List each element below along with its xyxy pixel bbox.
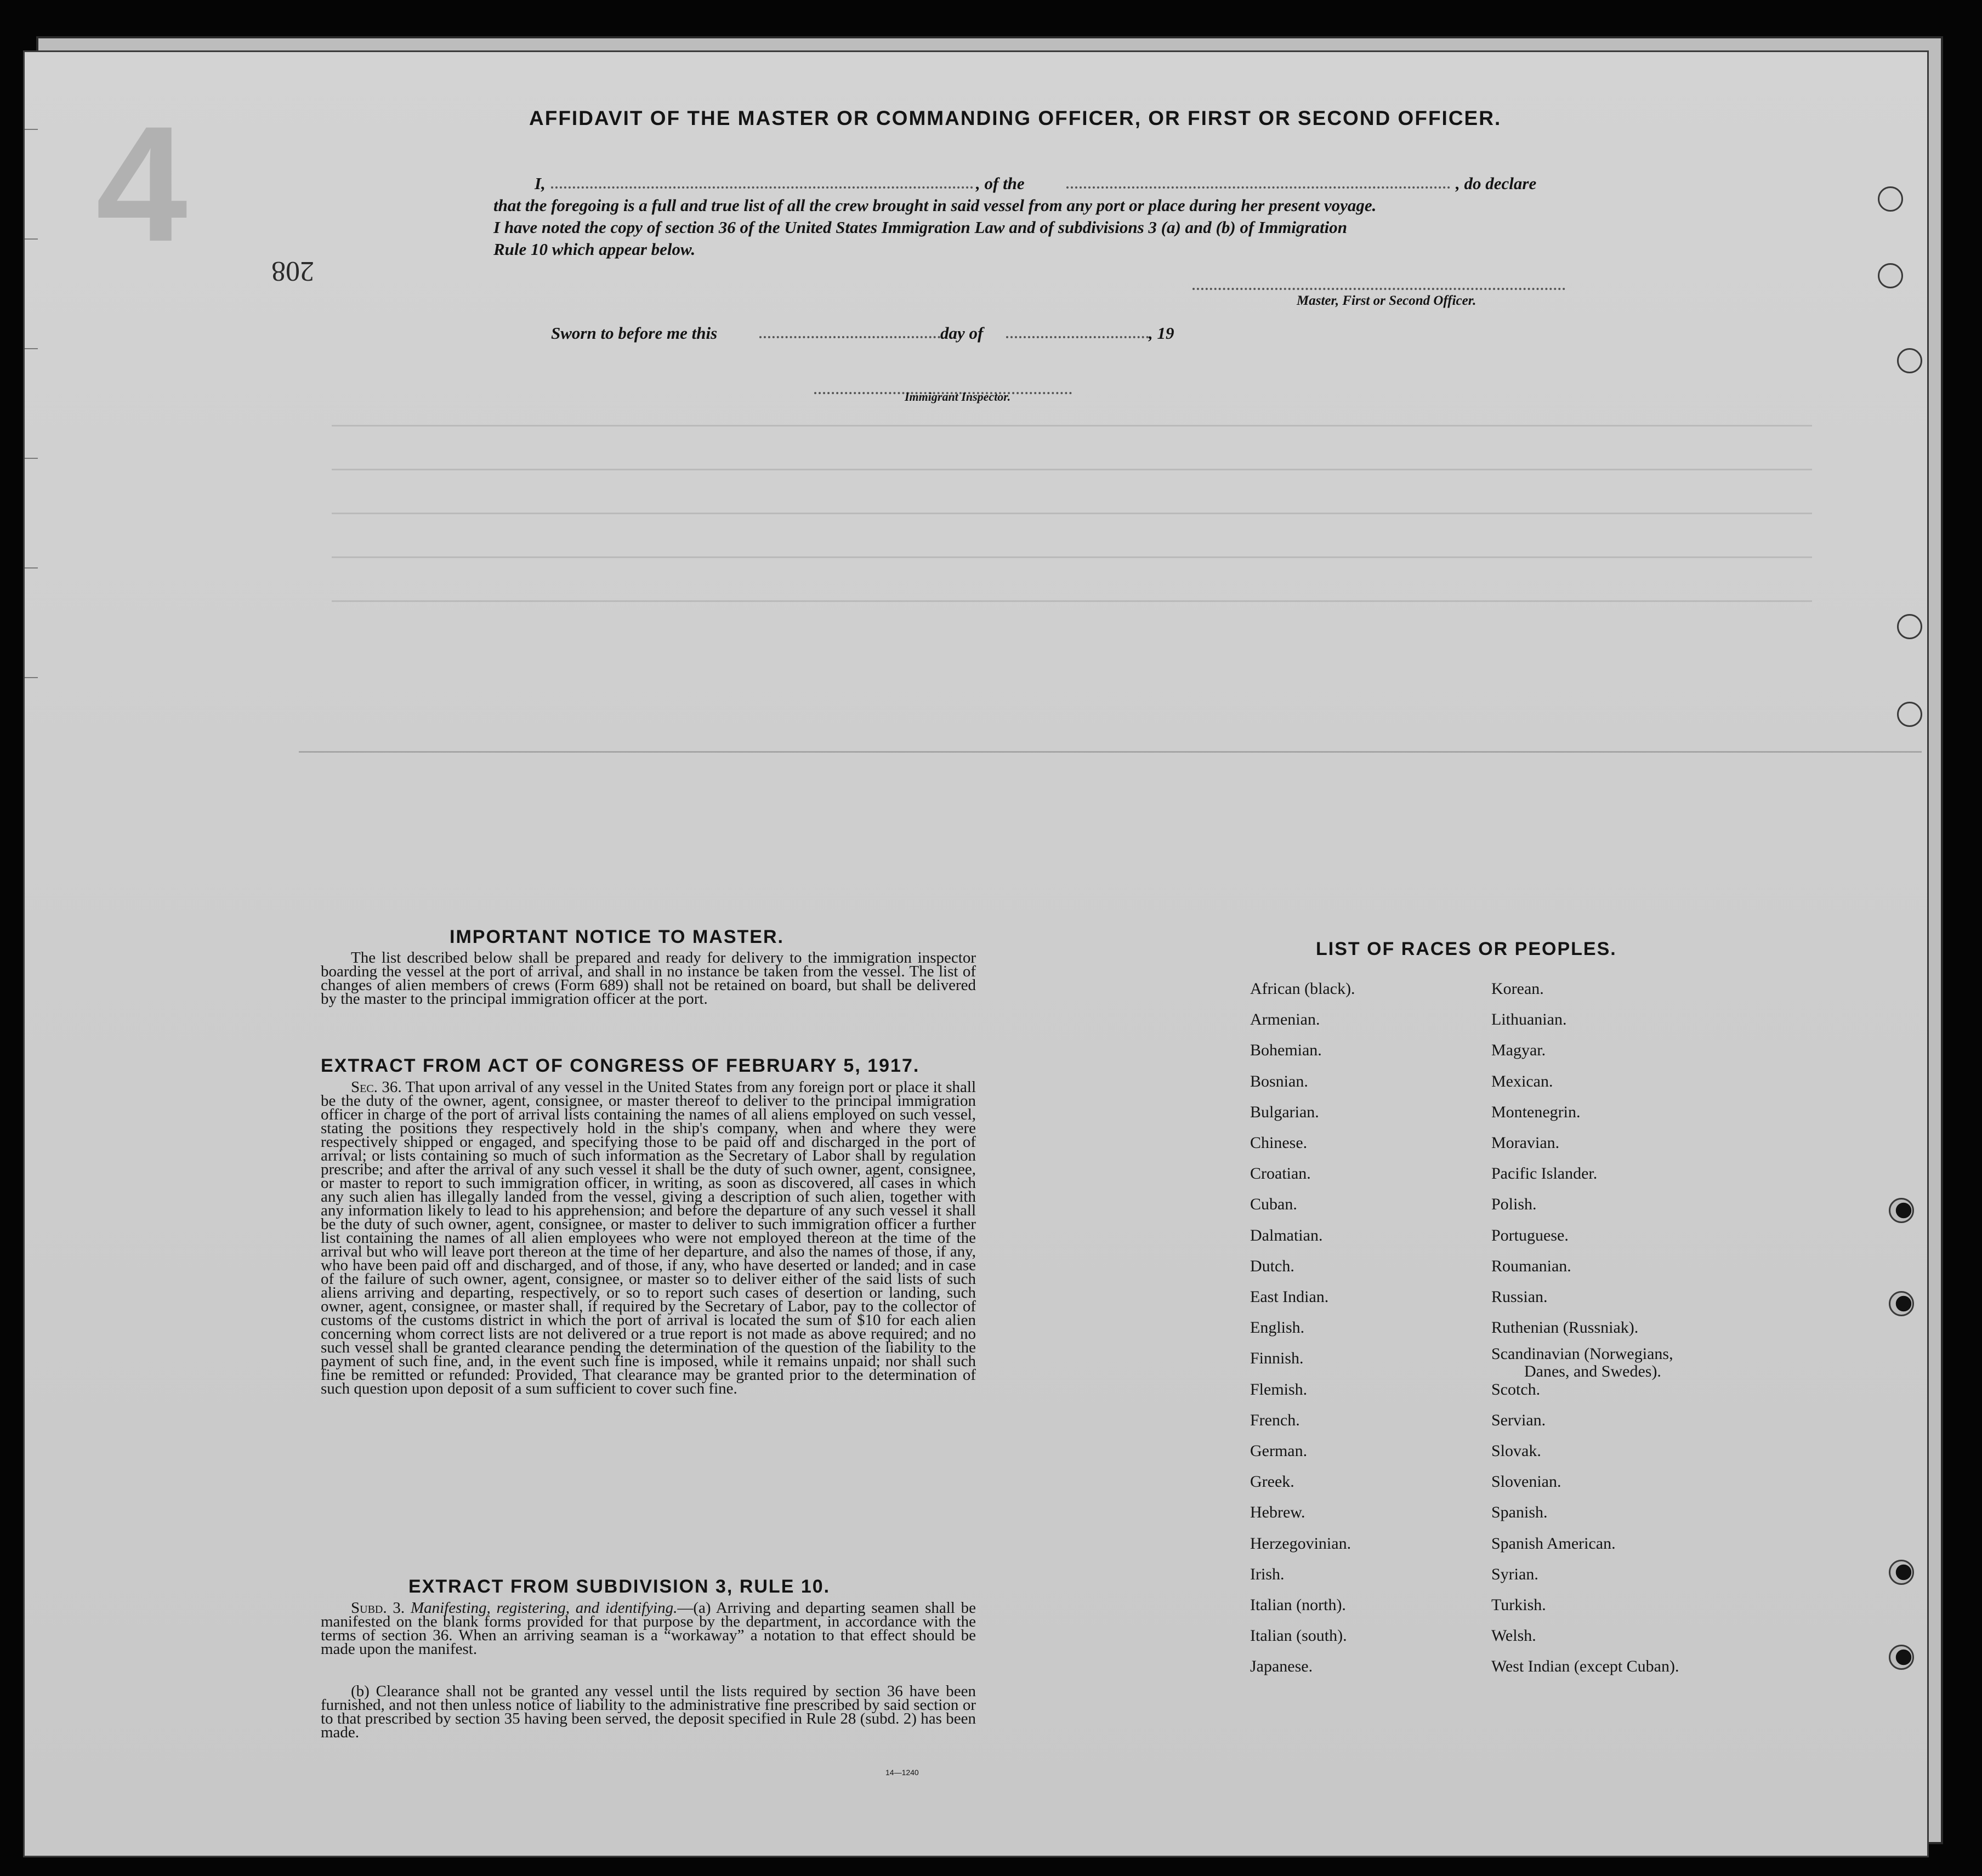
ghost-row — [332, 556, 1812, 558]
inspector-label: Immigrant Inspector. — [905, 390, 1011, 403]
race-item: Lithuanian. — [1491, 1010, 1567, 1029]
sec-label: Sec. 36. — [351, 1081, 402, 1096]
race-item: Welsh. — [1491, 1627, 1536, 1645]
race-item: Cuban. — [1250, 1195, 1297, 1214]
punch-hole — [1889, 1560, 1914, 1585]
race-item: Scotch. — [1491, 1380, 1541, 1399]
punch-hole — [1897, 348, 1922, 373]
print-code: 14—1240 — [885, 1768, 919, 1777]
affidavit-line4: Rule 10 which appear below. — [493, 240, 696, 259]
margin-tick — [25, 458, 38, 459]
race-item: Bohemian. — [1250, 1041, 1322, 1060]
ghost-row — [332, 513, 1812, 514]
race-item: Polish. — [1491, 1195, 1537, 1214]
margin-tick — [25, 677, 38, 678]
race-item: East Indian. — [1250, 1288, 1329, 1306]
race-item: Italian (south). — [1250, 1627, 1347, 1645]
ghost-row — [299, 751, 1922, 753]
race-item: Spanish American. — [1491, 1534, 1616, 1553]
affidavit-line3: I have noted the copy of section 36 of the United States Immigration Law and of subdivisions 3 (a) and (b) of Immigration — [493, 218, 1347, 237]
race-item: Pacific Islander. — [1491, 1164, 1598, 1183]
race-item: Mexican. — [1491, 1072, 1553, 1090]
affidavit-of-the-label: , of the — [976, 174, 1025, 193]
margin-tick — [25, 348, 38, 349]
race-item: Spanish. — [1491, 1503, 1548, 1522]
document-page — [25, 52, 1927, 1856]
race-item-continuation: Danes, and Swedes). — [1524, 1362, 1661, 1381]
rule-para-b: (b) Clearance shall not be granted any vessel until the lists required by section 36 have been furnished, and not then unless notice of liability to the administrative fine prescribed by said section or to that prescribed by section 35 having been served, the deposit specified in Rule 28 (subd. 2) has been made. — [321, 1682, 976, 1741]
race-item: Japanese. — [1250, 1657, 1313, 1676]
race-item: Greek. — [1250, 1473, 1294, 1491]
race-item: Ruthenian (Russniak). — [1491, 1318, 1639, 1337]
subd-para-a: —(a) Arriving and departing seamen shall be manifested on the blank forms provided for that purpose by the department, in accordance with the terms of section 36. When an arriving seaman is a “workaway” a notation to that effect should be made upon the manifest. — [321, 1599, 976, 1658]
race-item: Chinese. — [1250, 1134, 1308, 1152]
notice-heading: IMPORTANT NOTICE TO MASTER. — [450, 926, 784, 947]
race-item: Portuguese. — [1491, 1226, 1569, 1244]
act-extract-body — [321, 1081, 976, 1574]
master-signature-label: Master, First or Second Officer. — [1297, 293, 1476, 308]
race-item: Korean. — [1491, 980, 1544, 998]
sec-body: That upon arrival of any vessel in the United States from any foreign port or place it shall be the duty of the owner, agent, consignee, or master thereof to deliver to the principal immigration officer in charge of the port of arrival lists containing the names of all aliens employed on such vessel, stating the positions they respectively hold in the ship's company, when and where they were respectively shipped or engaged, and specifying those to be paid off and discharged in the port of arrival; or lists containing so much of such information as the Secretary of Labor shall by regulation prescribe; and after the arrival of any such vessel it shall be the duty of such owner, agent, consignee, or master to report to such immigration officer, in writing, as soon as discovered, all cases in which any such alien has illegally landed from the vessel, giving a description of such alien, together with any information likely to lead to his apprehension; and before the departure of any such vessel it shall be the duty of such owner, agent, consignee, or master to deliver to such immigration officer a further list containing the names of all alien employees who were not employed thereon at the time of the arrival but who will leave port thereon at the time of her departure, and also the names of those, if any, who have been paid off and discharged, and of those, if any, who have deserted or landed; and in case of the failure of such owner, agent, consignee, or master so to deliver either of the said lists of such aliens arriving and departing, respectively, or so to report such cases of desertion or landing, such owner, agent, consignee, or master shall, if required by the Secretary of Labor, pay to the collector of customs of the customs district in which the port of arrival is located the sum of $10 for each alien concerning whom correct lists are not delivered or a true report is not made as above required; and no such vessel shall be granted clearance pending the determination of the question of the liability to the payment of such fine, and, in the event such fine is imposed, while it remains unpaid; nor shall such fine be remitted or refunded: Provided, That clearance may be granted prior to the determination of such question upon deposit of a sum sufficient to cover such fine. — [321, 1081, 976, 1397]
race-item: German. — [1250, 1442, 1308, 1460]
year-label: , 19 — [1149, 323, 1174, 343]
race-item: Armenian. — [1250, 1010, 1320, 1029]
subd-label: Subd. 3. — [351, 1599, 405, 1617]
margin-tick — [25, 567, 38, 569]
sworn-month-blank — [1006, 336, 1149, 338]
name-blank — [551, 186, 973, 189]
race-item: Bosnian. — [1250, 1072, 1308, 1090]
race-item: West Indian (except Cuban). — [1491, 1657, 1679, 1676]
ghost-row — [332, 469, 1812, 470]
race-item: Russian. — [1491, 1288, 1548, 1306]
master-signature-line — [1192, 288, 1565, 290]
rule-extract-heading: EXTRACT FROM SUBDIVISION 3, RULE 10. — [408, 1576, 831, 1597]
race-item: Moravian. — [1491, 1134, 1560, 1152]
race-item: African (black). — [1250, 980, 1355, 998]
race-item: Dutch. — [1250, 1257, 1294, 1275]
affidavit-heading: AFFIDAVIT OF THE MASTER OR COMMANDING OFFICER, OR FIRST OR SECOND OFFICER. — [529, 107, 1502, 129]
day-of-label: day of — [940, 323, 984, 343]
race-item: English. — [1250, 1318, 1305, 1337]
rule-para-a — [321, 1601, 976, 1656]
race-item: Slovenian. — [1491, 1473, 1561, 1491]
race-item: Hebrew. — [1250, 1503, 1305, 1522]
handwritten-number: 208 — [271, 255, 314, 287]
race-item: Flemish. — [1250, 1380, 1308, 1399]
race-item: Servian. — [1491, 1411, 1546, 1429]
punch-hole — [1878, 186, 1903, 212]
race-item: Bulgarian. — [1250, 1102, 1319, 1121]
race-item: Irish. — [1250, 1565, 1285, 1583]
punch-hole — [1878, 263, 1903, 288]
ghost-page-number: 4 — [96, 92, 188, 276]
race-item: Dalmatian. — [1250, 1226, 1323, 1244]
act-extract-heading: EXTRACT FROM ACT OF CONGRESS OF FEBRUARY 5, 1917. — [321, 1055, 920, 1076]
race-item: Croatian. — [1250, 1164, 1311, 1183]
ghost-row — [332, 600, 1812, 602]
race-item: Italian (north). — [1250, 1596, 1346, 1614]
races-left-column — [1250, 981, 1458, 1749]
race-item: Roumanian. — [1491, 1257, 1571, 1275]
punch-hole — [1897, 614, 1922, 639]
race-item: Magyar. — [1491, 1041, 1546, 1060]
races-heading: LIST OF RACES OR PEOPLES. — [1316, 939, 1617, 959]
punch-hole — [1897, 702, 1922, 727]
sworn-label: Sworn to before me this — [551, 323, 718, 343]
margin-tick — [25, 238, 38, 240]
race-item: Finnish. — [1250, 1349, 1304, 1368]
affidavit-line2: that the foregoing is a full and true list of all the crew brought in said vessel from any port or place during her present voyage. — [493, 196, 1377, 215]
race-item: Scandinavian (Norwegians, — [1491, 1345, 1673, 1363]
punch-hole — [1889, 1291, 1914, 1316]
ghost-row — [332, 425, 1812, 427]
punch-hole — [1889, 1198, 1914, 1223]
races-right-column — [1491, 981, 1754, 1749]
race-item: Syrian. — [1491, 1565, 1538, 1583]
affidavit-i-label: I, — [535, 174, 546, 193]
race-item: French. — [1250, 1411, 1300, 1429]
subd-title: Manifesting, registering, and identifying. — [410, 1599, 678, 1617]
race-item: Herzegovinian. — [1250, 1534, 1351, 1553]
affidavit-declare-label: , do declare — [1456, 174, 1537, 193]
race-item: Slovak. — [1491, 1442, 1541, 1460]
race-item: Montenegrin. — [1491, 1102, 1581, 1121]
punch-hole — [1889, 1645, 1914, 1670]
margin-tick — [25, 129, 38, 130]
race-item: Turkish. — [1491, 1596, 1546, 1614]
sworn-day-blank — [759, 336, 940, 338]
vessel-blank — [1066, 186, 1450, 189]
notice-body: The list described below shall be prepared and ready for delivery to the immigration inspector boarding the vessel at the port of arrival, and shall in no instance be taken from the vessel. The list of changes of alien members of crews (Form 689) shall not be retained on board, but shall be delivered by the master to the principal immigration officer at the port. — [321, 949, 976, 1008]
